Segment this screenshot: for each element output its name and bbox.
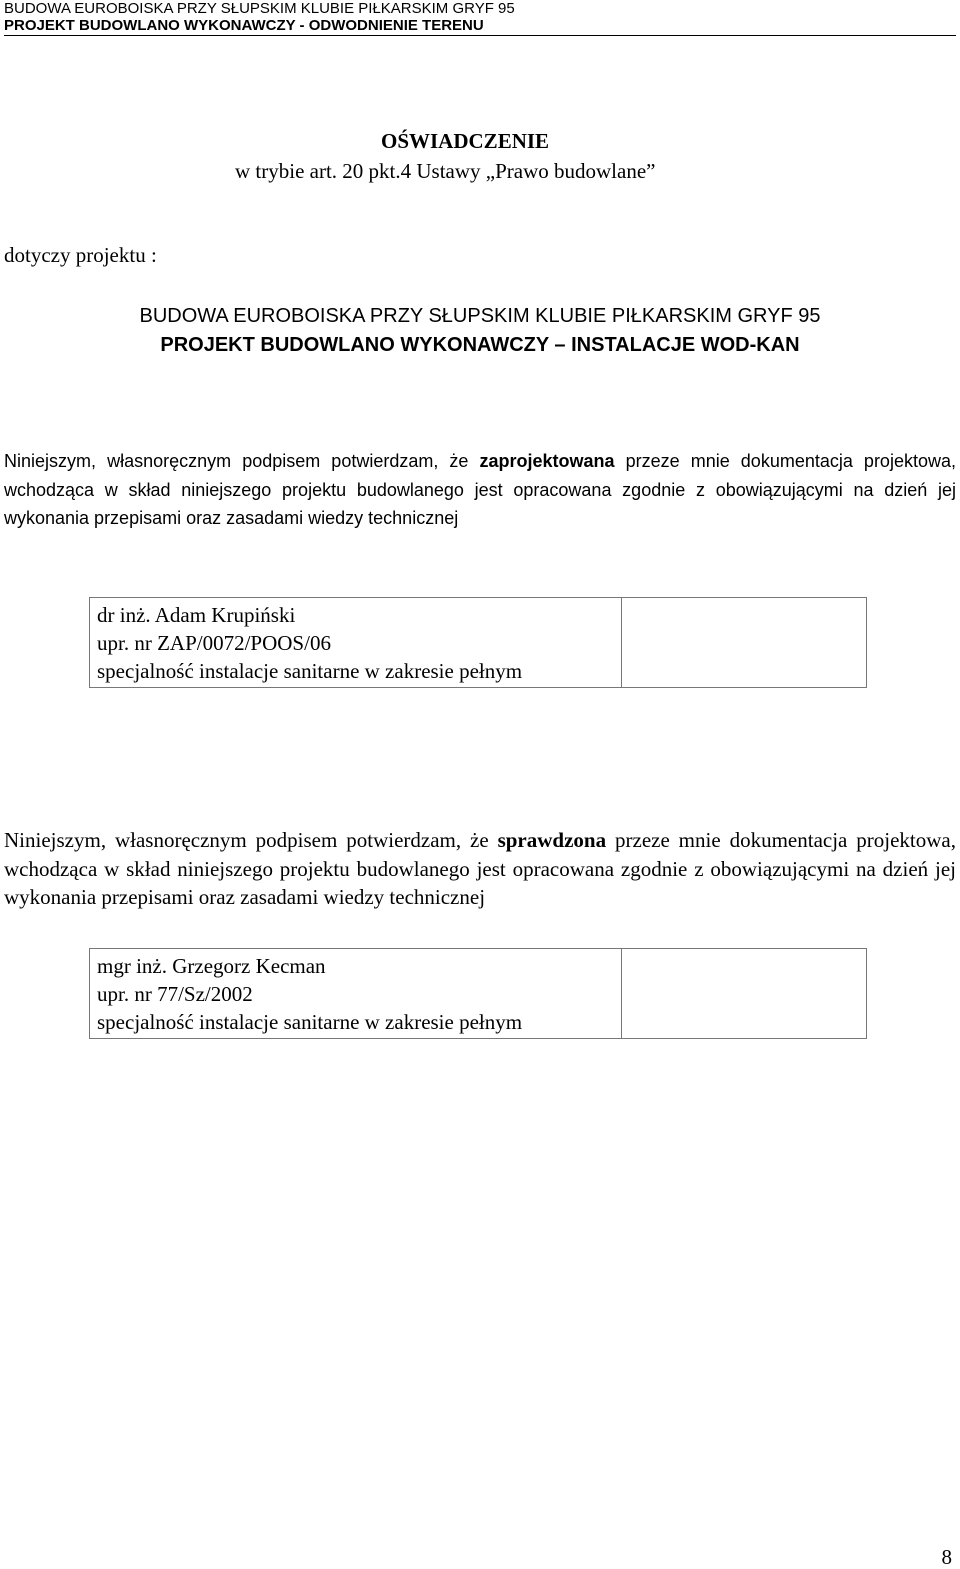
designer-statement bbox=[4, 447, 956, 533]
designer-signature-table bbox=[89, 597, 867, 688]
designer-license: upr. nr ZAP/0072/POOS/06 bbox=[97, 631, 331, 655]
checker-statement bbox=[4, 826, 956, 912]
statement-title: OŚWIADCZENIE bbox=[381, 129, 550, 153]
concerns-label: dotyczy projektu : bbox=[4, 243, 157, 267]
checker-license: upr. nr 77/Sz/2002 bbox=[97, 982, 253, 1006]
header-project-name: BUDOWA EUROBOISKA PRZY SŁUPSKIM KLUBIE PIŁKARSKIM GRYF 95 bbox=[4, 0, 515, 17]
checker-specialty: specjalność instalacje sanitarne w zakresie pełnym bbox=[97, 1010, 523, 1034]
designer-statement-start: Niniejszym, własnoręcznym podpisem potwierdzam, że bbox=[4, 451, 480, 471]
checker-name: mgr inż. Grzegorz Kecman bbox=[97, 954, 326, 978]
checker-statement-start: Niniejszym, własnoręcznym podpisem potwierdzam, że bbox=[4, 828, 498, 852]
designer-details bbox=[90, 598, 622, 688]
statement-subtitle: w trybie art. 20 pkt.4 Ustawy „Prawo budowlane” bbox=[235, 159, 656, 183]
page-number: 8 bbox=[941, 1545, 952, 1569]
checker-statement-keyword: sprawdzona bbox=[497, 828, 607, 852]
designer-signature-box bbox=[622, 598, 867, 688]
designer-specialty: specjalność instalacje sanitarne w zakresie pełnym bbox=[97, 659, 523, 683]
checker-signature-table bbox=[89, 948, 867, 1039]
project-title-line2: PROJEKT BUDOWLANO WYKONAWCZY – INSTALACJE WOD-KAN bbox=[160, 334, 800, 356]
header-document-name: PROJEKT BUDOWLANO WYKONAWCZY - ODWODNIENIE TERENU bbox=[4, 17, 484, 34]
checker-signature-box bbox=[622, 949, 867, 1039]
running-header bbox=[4, 0, 956, 36]
checker-details bbox=[90, 949, 622, 1039]
project-title-line1: BUDOWA EUROBOISKA PRZY SŁUPSKIM KLUBIE PIŁKARSKIM GRYF 95 bbox=[139, 305, 821, 327]
designer-name: dr inż. Adam Krupiński bbox=[97, 603, 296, 627]
designer-statement-end: przeze mnie dokumentacja projektowa, wchodząca w skład niniejszego projektu budowlanego jest opracowana zgodnie z obowiązującymi na dzień jej wykonania przepisami oraz zasadami wiedzy technicznej bbox=[4, 451, 956, 528]
designer-statement-keyword: zaprojektowana bbox=[479, 451, 615, 471]
checker-statement-end: przeze mnie dokumentacja projektowa, wchodząca w skład niniejszego projektu budowlanego jest opracowana zgodnie z obowiązującymi na dzień jej wykonania przepisami oraz zasadami wiedzy technicznej bbox=[4, 828, 956, 909]
project-title bbox=[0, 302, 960, 360]
